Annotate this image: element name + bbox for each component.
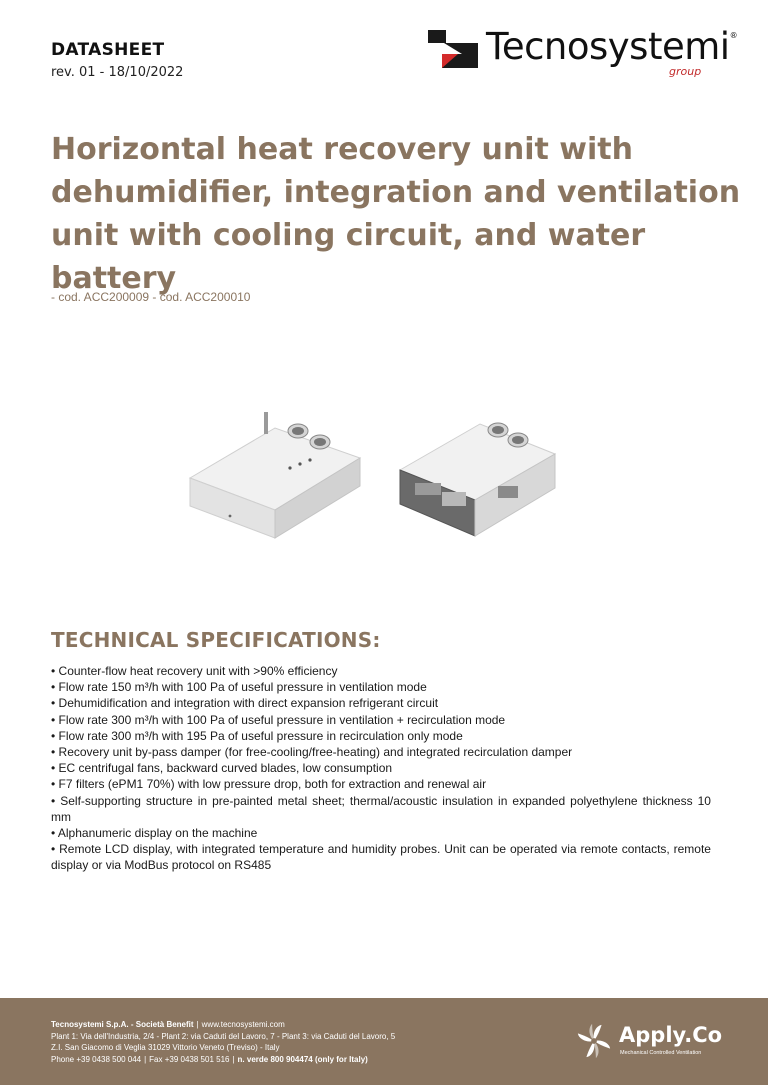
spec-item: • Counter-flow heat recovery unit with >90% efficiency (51, 663, 711, 679)
revision-date: rev. 01 - 18/10/2022 (51, 65, 184, 80)
applyco-logo (575, 1020, 735, 1060)
footer-address-line1: Plant 1: Via dell'Industria, 2/4 - Plant 2: via Caduti del Lavoro, 7 - Plant 3: via Caduti del Lavoro, 5 (51, 1031, 396, 1041)
footer (0, 998, 768, 1085)
spec-item: • Dehumidification and integration with direct expansion refrigerant circuit (51, 695, 711, 711)
logo-name-text: Tecnosystemi (486, 25, 730, 68)
spec-item: • Remote LCD display, with integrated temperature and humidity probes. Unit can be operated via remote contacts, remote display or via ModBus protocol on RS485 (51, 841, 711, 873)
specs-heading: TECHNICAL SPECIFICATIONS: (51, 628, 381, 652)
footer-contact-info (51, 1019, 395, 1065)
footer-line-company (51, 1019, 395, 1031)
applyco-tagline: Mechanical Controlled Ventilation (620, 1050, 702, 1056)
header-left (51, 40, 183, 80)
logo-wordmark (486, 25, 737, 68)
closed-unit-illustration (190, 412, 360, 538)
spec-item: • F7 filters (ePM1 70%) with low pressure drop, both for extraction and renewal air (51, 776, 711, 792)
spec-item: • Flow rate 300 m³/h with 195 Pa of useful pressure in recirculation only mode (51, 728, 711, 744)
footer-fax: Fax +39 0438 501 516 (149, 1054, 230, 1064)
tecnosystemi-mark-icon (428, 30, 478, 68)
spec-item: • Flow rate 300 m³/h with 100 Pa of useful pressure in ventilation + recirculation mode (51, 712, 711, 728)
spec-item: • Flow rate 150 m³/h with 100 Pa of useful pressure in ventilation mode (51, 679, 711, 695)
footer-separator: | (196, 1020, 199, 1029)
logo-group-text: group (669, 65, 702, 78)
doc-type-label: DATASHEET (51, 40, 165, 60)
footer-address-line2: Z.I. San Giacomo di Veglia 31029 Vittorio Veneto (Treviso) - Italy (51, 1043, 280, 1052)
product-codes: - cod. ACC200009 - cod. ACC200010 (51, 290, 251, 304)
product-image (180, 398, 580, 548)
footer-separator: | (144, 1054, 147, 1064)
page-title: Horizontal heat recovery unit with dehumidifier, integration and ventilation unit with cooling circuit, and water battery (51, 132, 741, 296)
footer-separator: | (232, 1054, 235, 1064)
specs-list (51, 663, 711, 874)
footer-website-link[interactable]: www.tecnosystemi.com (201, 1020, 285, 1029)
footer-phone: Phone +39 0438 500 044 (51, 1054, 142, 1064)
footer-line-phones (51, 1054, 395, 1066)
footer-company: Tecnosystemi S.p.A. - Società Benefit (51, 1020, 194, 1029)
fan-icon (575, 1022, 613, 1060)
spec-item: • Self-supporting structure in pre-painted metal sheet; thermal/acoustic insulation in expanded polyethylene thickness 10 mm (51, 793, 711, 825)
spec-item: • Recovery unit by-pass damper (for free-cooling/free-heating) and integrated recirculation damper (51, 744, 711, 760)
applyco-name: Apply.Co (619, 1023, 723, 1047)
logo-registered-mark: ® (729, 31, 738, 40)
spec-item: • Alphanumeric display on the machine (51, 825, 711, 841)
footer-toll-free: n. verde 800 904474 (only for Italy) (237, 1054, 368, 1064)
tecnosystemi-logo (428, 25, 738, 83)
open-unit-illustration (400, 423, 555, 536)
spec-item: • EC centrifugal fans, backward curved blades, low consumption (51, 760, 711, 776)
